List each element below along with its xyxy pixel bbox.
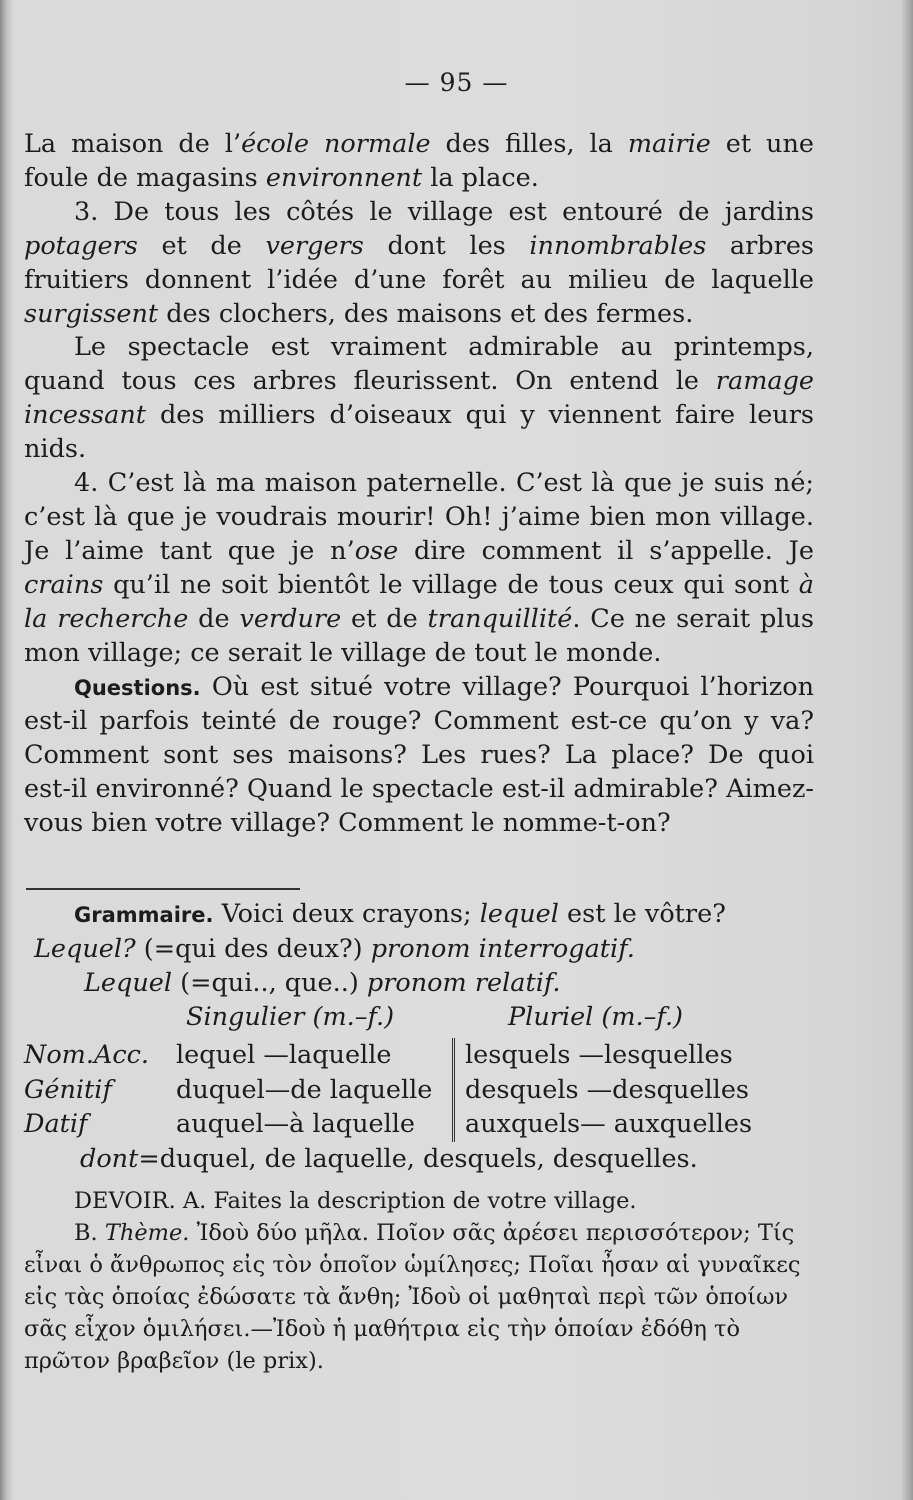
table-row: Génitif duquel—de laquelle desquels —desquelles (24, 1073, 752, 1108)
grammar-line-3: Lequel (=qui.., que..) pronom relatif. (84, 968, 561, 998)
paragraph-4: 4. C’est là ma maison paternelle. C’est là que je suis né; c’est là que je voudrais mourir! Oh! j’aime bien mon village. Je l’aime tant que je n’ose dire comment il s’appelle. Je crains qu’il ne soit bientôt le village de tous ceux qui sont à la recherche de verdure et de tranquillité. Ce ne serait plus mon village; ce serait le village de tout le monde. (24, 468, 814, 668)
paragraph-2: 3. De tous les côtés le village est entouré de jardins potagers et de vergers dont les innombrables arbres fruitiers donnent l’idée d’une forêt au milieu de laquelle surgissent des clochers, des maisons et des fermes. (24, 196, 814, 329)
section-divider (26, 888, 300, 890)
header-singular: Singulier (m.–f.) (186, 1002, 395, 1032)
questions-paragraph: Questions. Où est situé votre village? Pourquoi l’horizon est-il parfois teinté de rouge? Comment est-ce qu’on y va? Comment sont ses maisons? Les rues? La place? De quoi est-il environné? Quand le spectacle est-il admirable? Aimez-vous bien votre village? Comment le nomme-t-on? (24, 671, 814, 839)
page-edge-shadow (901, 0, 913, 1500)
grammar-label: Grammaire. (74, 903, 214, 927)
grammar-section (24, 897, 814, 1176)
main-text (24, 128, 814, 841)
grammar-line-2: Lequel? (=qui des deux?) pronom interrogatif. (34, 934, 635, 964)
devoir-section (24, 1185, 814, 1377)
devoir-line-a: DEVOIR. A. Faites la description de votre village. (74, 1188, 637, 1214)
devoir-theme: B. Thème. Ἰδοὺ δύο μῆλα. Ποῖον σᾶς ἀρέσει περισσότερον; Τίς εἶναι ὁ ἄνθρωπος εἰς τὸν ὁποῖον ὡμίλησες; Ποῖαι ἦσαν αἱ γυναῖκες εἰς τὰς ὁποίας ἐδώσατε τὰ ἄνθη; Ἰδοὺ οἱ μαθηταὶ περὶ τῶν ὁποίων σᾶς εἶχον ὁμιλήσει.—Ἰδοὺ ἡ μαθήτρια εἰς τὴν ὁποίαν ἐδόθη τὸ πρῶτον βραβεῖον (le prix). (24, 1220, 801, 1374)
paragraph-1: La maison de l’école normale des filles, la mairie et une foule de magasins environnent la place. (24, 129, 814, 193)
table-row: Nom.Acc. lequel —laquelle lesquels —lesquelles (24, 1038, 752, 1073)
declension-headers (24, 1000, 814, 1038)
declension-table (24, 1038, 752, 1142)
table-row: Datif auquel—à laquelle auxquels— auxquelles (24, 1107, 752, 1142)
grammar-line-1: Grammaire. Voici deux crayons; lequel est le vôtre? (74, 899, 726, 929)
paragraph-3: Le spectacle est vraiment admirable au printemps, quand tous ces arbres fleurissent. On entend le ramage incessant des milliers d’oiseaux qui y viennent faire leurs nids. (24, 332, 814, 465)
questions-label: Questions. (74, 675, 201, 700)
dont-line: dont=duquel, de laquelle, desquels, desquelles. (80, 1143, 698, 1174)
header-plural: Pluriel (m.–f.) (508, 1002, 684, 1032)
page-number: — 95 — (404, 68, 509, 97)
